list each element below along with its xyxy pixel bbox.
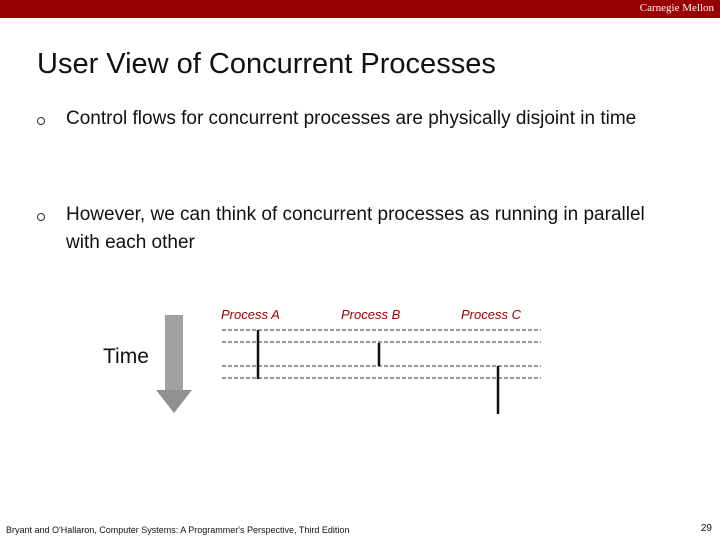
bullet-text: Control flows for concurrent processes are physically disjoint in time	[66, 108, 637, 129]
process-b-label: Process B	[341, 307, 401, 322]
process-a-label: Process A	[221, 307, 280, 322]
bullet-text: However, we can think of concurrent processes as running in parallel with each other	[66, 204, 645, 253]
page-number: 29	[700, 523, 712, 534]
time-label: Time	[103, 345, 149, 368]
brand-label: Carnegie Mellon	[639, 2, 714, 14]
slide-title: User View of Concurrent Processes	[37, 48, 496, 80]
process-c-label: Process C	[461, 307, 521, 322]
time-gridlines	[222, 330, 541, 378]
time-arrow-icon	[156, 315, 192, 413]
footer-citation: Bryant and O'Hallaron, Computer Systems: A Programmer's Perspective, Third Edition	[6, 525, 350, 535]
